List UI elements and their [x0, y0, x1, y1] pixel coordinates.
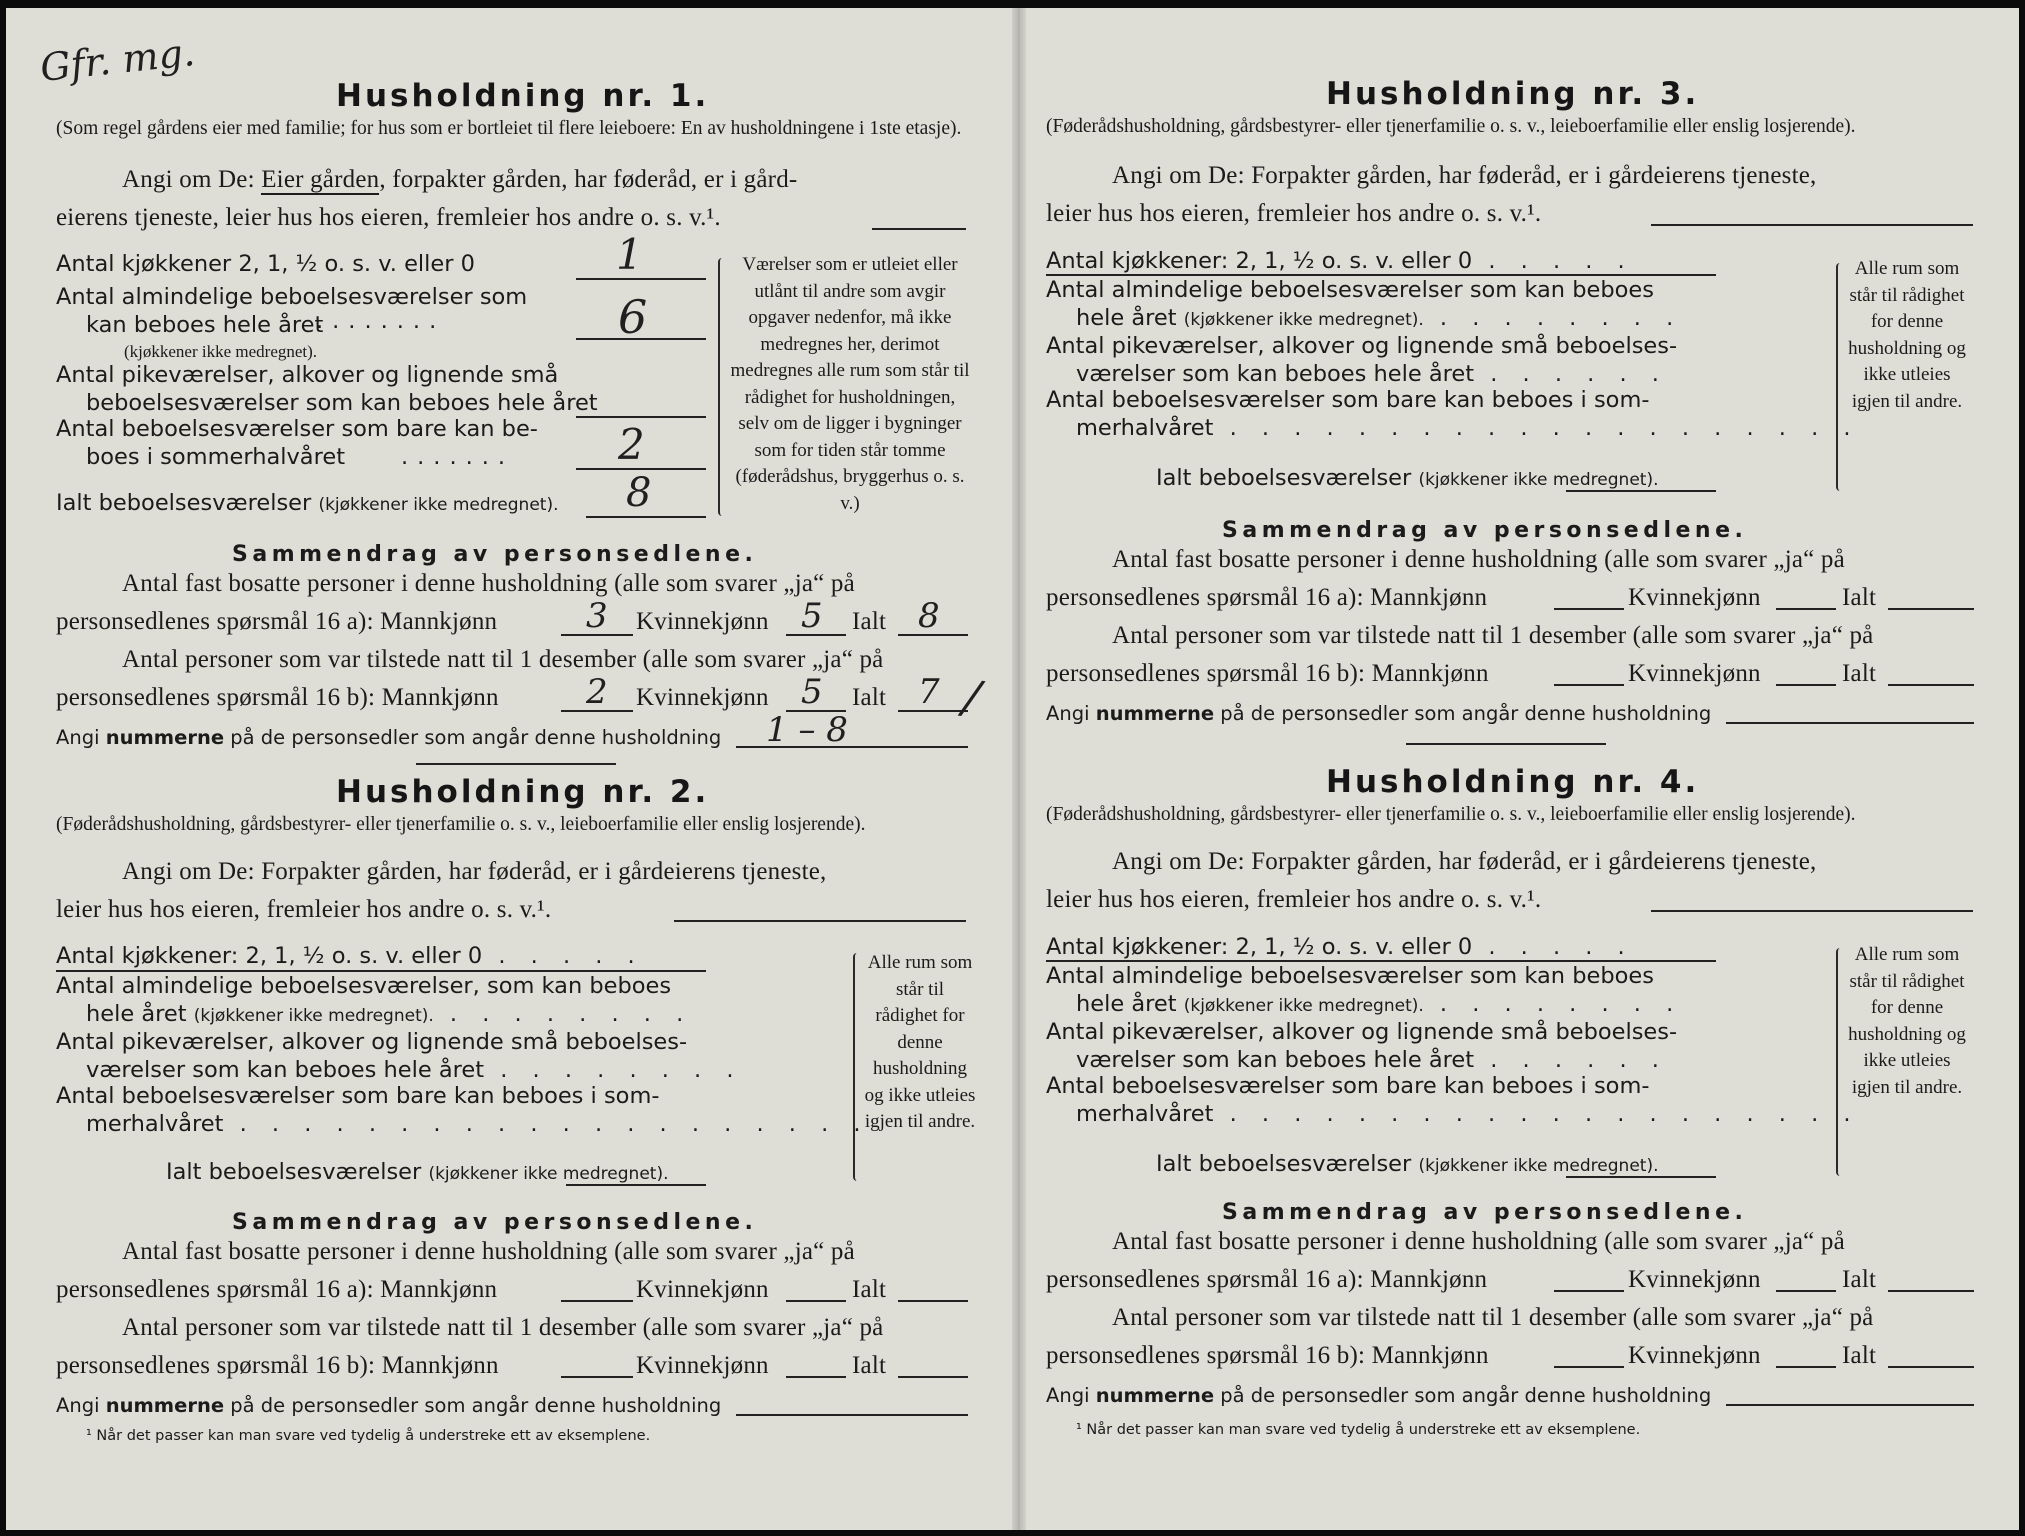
h2-summer-rooms-label-b: merhalvåret . . . . . . . . . . . . . . . . . . . .	[86, 1111, 870, 1137]
h2-s1-female-line	[786, 1300, 846, 1302]
h1-answer-eier-underlined: Eier gården	[261, 166, 380, 193]
h3-summer-rooms-label-a: Antal beboelsesværelser som bare kan beboes i som-	[1046, 387, 1650, 413]
h2-note: (Føderådshusholdning, gårdsbestyrer- eller tjenerfamilie o. s. v., leieboerfamilie eller enslig losjerende).	[56, 814, 866, 835]
h1-small-rooms-label-a: Antal pikeværelser, alkover og lignende små	[56, 362, 559, 388]
h1-side-note: Værelser som er utleiet eller utlånt til andre som avgir opgaver nedenfor, må ikke medregnes her, derimot medregnes alle rum som står til rådighet for husholdningen, selv om de ligger i bygninger som for tiden står tomme (føderådshus, bryggerhus o. s. v.)	[730, 254, 970, 514]
h4-s2-total-label: Ialt	[1842, 1342, 1877, 1369]
h4-s2-line2: personsedlenes spørsmål 16 b): Mannkjønn	[1046, 1342, 1489, 1369]
h4-brace	[1836, 948, 1846, 1176]
h2-s2-line1: Antal personer som var tilstede natt til 1 desember (alle som svarer „ja“ på	[122, 1314, 884, 1341]
h2-question-line2: leier hus hos eieren, fremleier hos andre o. s. v.¹.	[56, 896, 552, 923]
h3-small-rooms-label-b: værelser som kan beboes hele året . . . . . .	[1076, 361, 1668, 387]
h2-s1-total-line	[898, 1300, 968, 1302]
h4-s2-male-line	[1554, 1366, 1624, 1368]
h2-kitchens-line	[56, 970, 706, 972]
h2-summer-rooms-label-a: Antal beboelsesværelser som bare kan beboes i som-	[56, 1083, 660, 1109]
h2-side-note: Alle rum som står til rådighet for denne husholdning og ikke utleies igjen til andre.	[864, 952, 976, 1132]
h2-s2-total-line	[898, 1376, 968, 1378]
h2-small-rooms-label-b: værelser som kan beboes hele året . . . . . . . .	[86, 1057, 743, 1083]
h2-numbers-line	[736, 1414, 968, 1416]
household-4	[1026, 8, 2019, 1488]
h3-s1-line2: personsedlenes spørsmål 16 a): Mannkjønn	[1046, 584, 1488, 611]
h4-s1-line1: Antal fast bosatte personer i denne husholdning (alle som svarer „ja“ på	[1112, 1228, 1845, 1255]
h1-note: (Som regel gårdens eier med familie; for hus som er bortleiet til flere leieboere: En av husholdningene i 1ste etasje).	[56, 118, 962, 139]
h3-total-rooms-label: Ialt beboelsesværelser (kjøkkener ikke medregnet).	[1156, 465, 1659, 491]
h1-summer-rooms-value: 2	[618, 420, 645, 469]
h4-title: Husholdning nr. 4.	[1326, 764, 1700, 800]
h2-s1-line1: Antal fast bosatte personer i denne husholdning (alle som svarer „ja“ på	[122, 1238, 855, 1265]
h1-total-rooms-value: 8	[626, 470, 652, 516]
h1-summer-dots: .......	[401, 444, 515, 470]
h3-rooms-label-a: Antal almindelige beboelsesværelser som kan beboes	[1046, 277, 1654, 303]
h1-numbers-label: Angi nummerne på de personsedler som angår denne husholdning	[56, 726, 722, 749]
h2-footnote: ¹ Når det passer kan man svare ved tydelig å understreke ett av eksemplene.	[86, 1428, 651, 1444]
h2-s1-male-line	[561, 1300, 633, 1302]
h4-question-line2: leier hus hos eieren, fremleier hos andre o. s. v.¹.	[1046, 886, 1542, 913]
h1-rooms-label-a: Antal almindelige beboelsesværelser som	[56, 284, 528, 310]
h4-total-rooms-line	[1566, 1176, 1716, 1178]
h1-small-rooms-label-b: beboelsesværelser som kan beboes hele året	[86, 390, 598, 416]
h3-side-note: Alle rum som står til rådighet for denne husholdning og ikke utleies igjen til andre.	[1848, 258, 1966, 412]
h1-tick-mark: /	[960, 669, 984, 725]
h3-numbers-label: Angi nummerne på de personsedler som angår denne husholdning	[1046, 702, 1712, 725]
h4-s1-line2: personsedlenes spørsmål 16 a): Mannkjønn	[1046, 1266, 1488, 1293]
h1-kitchens-value: 1	[616, 230, 643, 279]
h4-s1-female-line	[1776, 1290, 1836, 1292]
household-2	[6, 8, 1012, 1488]
h1-summer-rooms-label-a: Antal beboelsesværelser som bare kan be-	[56, 416, 538, 442]
h4-summary-title: Sammendrag av personsedlene.	[1222, 1200, 1748, 1225]
h1-rooms-value: 6	[618, 290, 648, 344]
h4-numbers-line	[1726, 1404, 1974, 1406]
h4-kitchens-line	[1046, 960, 1716, 962]
h2-summary-title: Sammendrag av personsedlene.	[232, 1210, 758, 1235]
h3-s2-line2: personsedlenes spørsmål 16 b): Mannkjønn	[1046, 660, 1489, 687]
h1-s2-total-label: Ialt	[852, 684, 887, 711]
h3-s1-total-label: Ialt	[1842, 584, 1877, 611]
h1-rooms-label-b: kan beboes hele året	[86, 312, 324, 338]
h1-kitchens-label: Antal kjøkkener 2, 1, ½ o. s. v. eller 0	[56, 251, 475, 277]
h1-s1-male-value: 3	[586, 596, 608, 636]
h3-s2-total-label: Ialt	[1842, 660, 1877, 687]
h4-side-note: Alle rum som står til rådighet for denne husholdning og ikke utleies igjen til andre.	[1848, 944, 1966, 1098]
h1-title: Husholdning nr. 1.	[336, 78, 710, 114]
h1-s1-line1: Antal fast bosatte personer i denne husholdning (alle som svarer „ja“ på	[122, 570, 855, 597]
h3-s2-female-label: Kvinnekjønn	[1628, 660, 1761, 687]
h4-footnote: ¹ Når det passer kan man svare ved tydelig å understreke ett av eksemplene.	[1076, 1422, 1641, 1438]
h4-rooms-label-a: Antal almindelige beboelsesværelser som kan beboes	[1046, 963, 1654, 989]
h2-s1-line2: personsedlenes spørsmål 16 a): Mannkjønn	[56, 1276, 498, 1303]
h4-s2-total-line	[1888, 1366, 1974, 1368]
h1-rooms-label-c: (kjøkkener ikke medregnet).	[124, 342, 318, 361]
h3-question-line2: leier hus hos eieren, fremleier hos andre o. s. v.¹.	[1046, 200, 1542, 227]
h1-summer-rooms-label-b: boes i sommerhalvåret	[86, 444, 346, 470]
h1-s2-female-value: 5	[801, 672, 823, 712]
h3-s2-line1: Antal personer som var tilstede natt til 1 desember (alle som svarer „ja“ på	[1112, 622, 1874, 649]
h4-small-rooms-label-a: Antal pikeværelser, alkover og lignende små beboelses-	[1046, 1019, 1678, 1045]
h4-small-rooms-label-b: værelser som kan beboes hele året . . . . . .	[1076, 1047, 1668, 1073]
h2-question-line1: Angi om De: Forpakter gården, har føderåd, er i gårdeierens tjeneste,	[122, 858, 827, 885]
h1-summary-title: Sammendrag av personsedlene.	[232, 542, 758, 567]
h4-note: (Føderådshusholdning, gårdsbestyrer- eller tjenerfamilie o. s. v., leieboerfamilie eller enslig losjerende).	[1046, 804, 1856, 825]
h4-s2-female-label: Kvinnekjønn	[1628, 1342, 1761, 1369]
h4-s1-total-label: Ialt	[1842, 1266, 1877, 1293]
h2-q-answer-line	[674, 920, 966, 922]
h1-s1-total-value: 8	[918, 596, 940, 636]
h1-s2-male-value: 2	[586, 672, 608, 712]
h2-title: Husholdning nr. 2.	[336, 774, 710, 810]
h2-total-rooms-label: Ialt beboelsesværelser (kjøkkener ikke medregnet).	[166, 1159, 669, 1185]
h2-s2-female-line	[786, 1376, 846, 1378]
h2-s2-total-label: Ialt	[852, 1352, 887, 1379]
right-page	[1026, 8, 2019, 1530]
h3-kitchens-label: Antal kjøkkener: 2, 1, ½ o. s. v. eller 0 . . . . .	[1046, 248, 1634, 274]
h2-s2-male-line	[561, 1376, 633, 1378]
h2-s2-female-label: Kvinnekjønn	[636, 1352, 769, 1379]
h1-question-line1: Angi om De: Eier gården, forpakter gården, har føderåd, er i gård-	[122, 166, 798, 193]
h4-q-answer-line	[1651, 910, 1973, 912]
h2-s2-line2: personsedlenes spørsmål 16 b): Mannkjønn	[56, 1352, 499, 1379]
h4-s1-female-label: Kvinnekjønn	[1628, 1266, 1761, 1293]
h1-s2-total-value: 7	[918, 672, 940, 712]
h3-rooms-label-b: hele året (kjøkkener ikke medregnet). . . . . . . . .	[1076, 305, 1683, 331]
h1-s1-female-label: Kvinnekjønn	[636, 608, 769, 635]
h2-brace	[853, 953, 863, 1181]
corner-handwritten-note: Gfr. mg.	[38, 30, 197, 90]
h1-total-rooms-label: Ialt beboelsesværelser (kjøkkener ikke medregnet).	[56, 490, 559, 516]
h4-rooms-label-b: hele året (kjøkkener ikke medregnet). . . . . . . . .	[1076, 991, 1683, 1017]
h2-kitchens-label: Antal kjøkkener: 2, 1, ½ o. s. v. eller 0 . . . . .	[56, 943, 644, 969]
h4-summer-rooms-label-a: Antal beboelsesværelser som bare kan beboes i som-	[1046, 1073, 1650, 1099]
h1-s2-line2: personsedlenes spørsmål 16 b): Mannkjønn	[56, 684, 499, 711]
h2-rooms-label-a: Antal almindelige beboelsesværelser, som kan beboes	[56, 973, 672, 999]
h1-numbers-value: 1 – 8	[766, 710, 848, 750]
h3-summary-title: Sammendrag av personsedlene.	[1222, 518, 1748, 543]
h2-numbers-label: Angi nummerne på de personsedler som angår denne husholdning	[56, 1394, 722, 1417]
left-page	[6, 8, 1012, 1530]
h1-rooms-dots: ........	[316, 308, 446, 334]
h4-summer-rooms-label-b: merhalvåret . . . . . . . . . . . . . . . . . . . .	[1076, 1101, 1860, 1127]
h4-question-line1: Angi om De: Forpakter gården, har føderåd, er i gårdeierens tjeneste,	[1112, 848, 1817, 875]
h4-s2-line1: Antal personer som var tilstede natt til 1 desember (alle som svarer „ja“ på	[1112, 1304, 1874, 1331]
h2-s1-female-label: Kvinnekjønn	[636, 1276, 769, 1303]
page-fold	[1012, 8, 1026, 1530]
h2-rooms-label-b: hele året (kjøkkener ikke medregnet). . . . . . . . .	[86, 1001, 693, 1027]
h4-s1-total-line	[1888, 1290, 1974, 1292]
h4-total-rooms-label: Ialt beboelsesværelser (kjøkkener ikke medregnet).	[1156, 1151, 1659, 1177]
h1-s1-line2: personsedlenes spørsmål 16 a): Mannkjønn	[56, 608, 498, 635]
h4-numbers-label: Angi nummerne på de personsedler som angår denne husholdning	[1046, 1384, 1712, 1407]
h3-note: (Føderådshusholdning, gårdsbestyrer- eller tjenerfamilie o. s. v., leieboerfamilie eller enslig losjerende).	[1046, 116, 1856, 137]
h3-summer-rooms-label-b: merhalvåret . . . . . . . . . . . . . . . . . . . .	[1076, 415, 1860, 441]
h2-s1-total-label: Ialt	[852, 1276, 887, 1303]
h1-s2-female-label: Kvinnekjønn	[636, 684, 769, 711]
h1-s1-female-value: 5	[801, 596, 823, 636]
h3-title: Husholdning nr. 3.	[1326, 76, 1700, 112]
h4-s1-male-line	[1554, 1290, 1624, 1292]
h3-s1-line1: Antal fast bosatte personer i denne husholdning (alle som svarer „ja“ på	[1112, 546, 1845, 573]
h1-s2-line1: Antal personer som var tilstede natt til 1 desember (alle som svarer „ja“ på	[122, 646, 884, 673]
h4-kitchens-label: Antal kjøkkener: 2, 1, ½ o. s. v. eller 0 . . . . .	[1046, 934, 1634, 960]
h1-question-line2: eierens tjeneste, leier hus hos eieren, fremleier hos andre o. s. v.¹.	[56, 204, 721, 231]
h3-question-line1: Angi om De: Forpakter gården, har føderåd, er i gårdeierens tjeneste,	[1112, 162, 1817, 189]
h2-small-rooms-label-a: Antal pikeværelser, alkover og lignende små beboelses-	[56, 1029, 688, 1055]
h1-s1-total-label: Ialt	[852, 608, 887, 635]
h3-s1-female-label: Kvinnekjønn	[1628, 584, 1761, 611]
h3-small-rooms-label-a: Antal pikeværelser, alkover og lignende små beboelses-	[1046, 333, 1678, 359]
h2-total-rooms-line	[566, 1184, 706, 1186]
h4-s2-female-line	[1776, 1366, 1836, 1368]
